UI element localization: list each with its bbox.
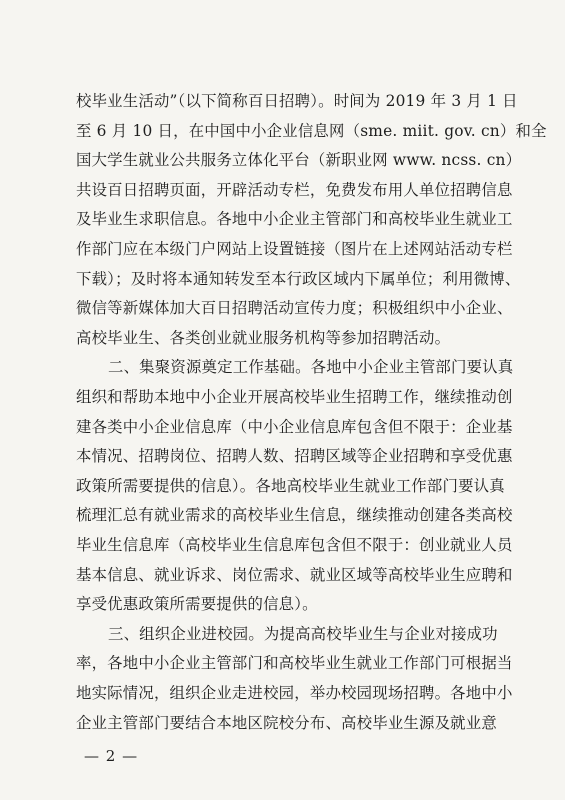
paragraph-line: 国大学生就业公共服务立体化平台（新职业网 www. ncss. cn） bbox=[76, 151, 522, 170]
paragraph-line: 率，各地中小企业主管部门和高校毕业生就业工作部门可根据当 bbox=[76, 654, 513, 673]
paragraph-line: 共设百日招聘页面，开辟活动专栏，免费发布用人单位招聘信息 bbox=[76, 180, 513, 199]
paragraph-line: 梳理汇总有就业需求的高校毕业生信息，继续推动创建各类高校 bbox=[76, 506, 513, 525]
paragraph-line: 毕业生信息库（高校毕业生信息库包含但不限于：创业就业人员 bbox=[76, 536, 513, 554]
paragraph-line: 地实际情况，组织企业走进校园，举办校园现场招聘。各地中小 bbox=[76, 684, 513, 702]
paragraph-line: 本情况、招聘岗位、招聘人数、招聘区域等企业招聘和享受优惠 bbox=[76, 447, 513, 466]
section-heading-line: 三、组织企业进校园。为提高高校毕业生与企业对接成功 bbox=[108, 624, 498, 643]
paragraph-line: 下载）；及时将本通知转发至本行政区域内下属单位；利用微博、 bbox=[76, 269, 521, 288]
page-number: — 2 — bbox=[84, 747, 139, 766]
section-heading-line: 二、集聚资源奠定工作基础。各地中小企业主管部门要认真 bbox=[108, 358, 514, 377]
paragraph-line: 作部门应在本级门户网站上设置链接（图片在上述网站活动专栏 bbox=[76, 240, 513, 258]
paragraph-line: 微信等新媒体加大百日招聘活动宣传力度；积极组织中小企业、 bbox=[76, 299, 513, 318]
paragraph-line: 建各类中小企业信息库（中小企业信息库包含但不限于：企业基 bbox=[76, 417, 513, 436]
paragraph-line: 至 6 月 10 日，在中国中小企业信息网（sme. miit. gov. cn）和全 bbox=[76, 121, 547, 140]
paragraph-line: 企业主管部门要结合本地区院校分布、高校毕业生源及就业意 bbox=[76, 713, 497, 732]
paragraph-line: 组织和帮助本地中小企业开展高校毕业生招聘工作，继续推动创 bbox=[76, 388, 513, 406]
paragraph-line: 校毕业生活动”（以下简称百日招聘）。时间为 2019 年 3 月 1 日 bbox=[76, 92, 518, 110]
paragraph-line: 享受优惠政策所需要提供的信息）。 bbox=[76, 595, 318, 614]
paragraph-line: 政策所需要提供的信息）。各地高校毕业生就业工作部门要认真 bbox=[76, 476, 505, 495]
paragraph-line: 及毕业生求职信息。各地中小企业主管部门和高校毕业生就业工 bbox=[76, 210, 513, 229]
paragraph-line: 基本信息、就业诉求、岗位需求、就业区域等高校毕业生应聘和 bbox=[76, 565, 513, 584]
paragraph-line: 高校毕业生、各类创业就业服务机构等参加招聘活动。 bbox=[76, 328, 451, 347]
